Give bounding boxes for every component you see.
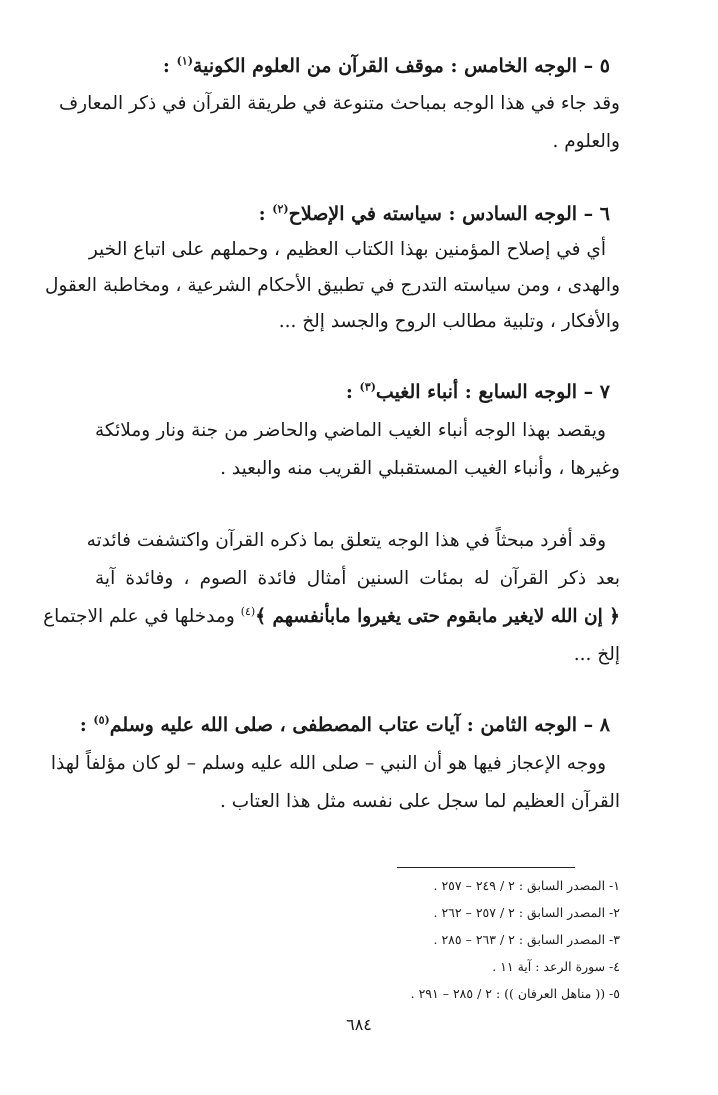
heading-section-7 [95, 374, 610, 410]
paragraph-line: ووجه الإعجاز فيها هو أن النبي – صلى الله عليه وسلم – لو كان مؤلفاً لهذا [50, 753, 606, 774]
heading-colon: : [345, 381, 360, 403]
paragraph-line: وغيرها ، وأنباء الغيب المستقبلي القريب منه والبعيد . [220, 458, 620, 479]
heading-colon: : [258, 203, 273, 225]
footnote-ref-5[interactable]: (٥) [93, 713, 110, 727]
verse-continuation: ومدخلها في علم الاجتماع [43, 606, 241, 627]
footnote-5: ٥- (( مناهل العرفان )) : ٢ / ٢٨٥ – ٢٩١ . [410, 986, 620, 1001]
paragraph-line: بعد ذكر القرآن له بمئات السنين أمثال فائدة الصوم ، وفائدة آية [95, 568, 620, 589]
heading-text: ٦ – الوجه السادس : سياسته في الإصلاح [288, 203, 610, 225]
paragraph-line: والأفكار ، وتلبية مطالب الروح والجسد إلخ ... [278, 311, 620, 332]
quran-verse: ﴿ إن الله لايغير مابقوم حتى يغيروا مابأنفسهم ﴾ [255, 606, 620, 627]
footnote-ref-2[interactable]: (٢) [272, 202, 289, 216]
paragraph-line: إلخ ... [573, 644, 620, 665]
heading-colon: : [79, 714, 94, 736]
paragraph-line: ويقصد بهذا الوجه أنباء الغيب الماضي والحاضر من جنة ونار وملائكة [95, 420, 606, 441]
heading-text: ٧ – الوجه السابع : أنباء الغيب [375, 381, 610, 403]
paragraph-line: وقد أفرد مبحثاً في هذا الوجه يتعلق بما ذكره القرآن واكتشفت فائدته [86, 530, 606, 551]
footnote-ref-4[interactable]: (٤) [240, 604, 256, 618]
heading-text: ٨ – الوجه الثامن : آيات عتاب المصطفى ، صلى الله عليه وسلم [109, 714, 610, 736]
footnote-ref-3[interactable]: (٣) [359, 380, 376, 394]
paragraph-line: القرآن العظيم لما سجل على نفسه مثل هذا العتاب . [219, 791, 620, 812]
footnote-3: ٣- المصدر السابق : ٢ / ٢٦٣ – ٢٨٥ . [433, 932, 620, 947]
heading-text: ٥ – الوجه الخامس : موقف القرآن من العلوم الكونية [192, 55, 610, 77]
paragraph-line: والعلوم . [552, 131, 620, 152]
heading-section-8 [79, 707, 610, 743]
footnote-2: ٢- المصدر السابق : ٢ / ٢٥٧ – ٢٦٢ . [433, 905, 620, 920]
paragraph-line: والهدى ، ومن سياسته التدرج في تطبيق الأحكام الشرعية ، ومخاطبة العقول [45, 275, 620, 296]
heading-section-5 [95, 48, 610, 84]
paragraph-line: أي في إصلاح المؤمنين بهذا الكتاب العظيم ، وحملهم على اتباع الخير [88, 239, 606, 260]
footnote-4: ٤- سورة الرعد : آية ١١ . [492, 959, 620, 974]
page-number: ٦٨٤ [346, 1015, 372, 1034]
footnote-1: ١- المصدر السابق : ٢ / ٢٤٩ – ٢٥٧ . [433, 878, 620, 893]
paragraph-line: وقد جاء في هذا الوجه بمباحث متنوعة في طريقة القرآن في ذكر المعارف [59, 93, 620, 114]
footnote-ref-1[interactable]: (١) [176, 54, 193, 68]
heading-section-6 [95, 196, 610, 232]
footnote-divider [397, 867, 575, 868]
paragraph-line-with-verse [43, 599, 620, 635]
heading-colon: : [162, 55, 177, 77]
